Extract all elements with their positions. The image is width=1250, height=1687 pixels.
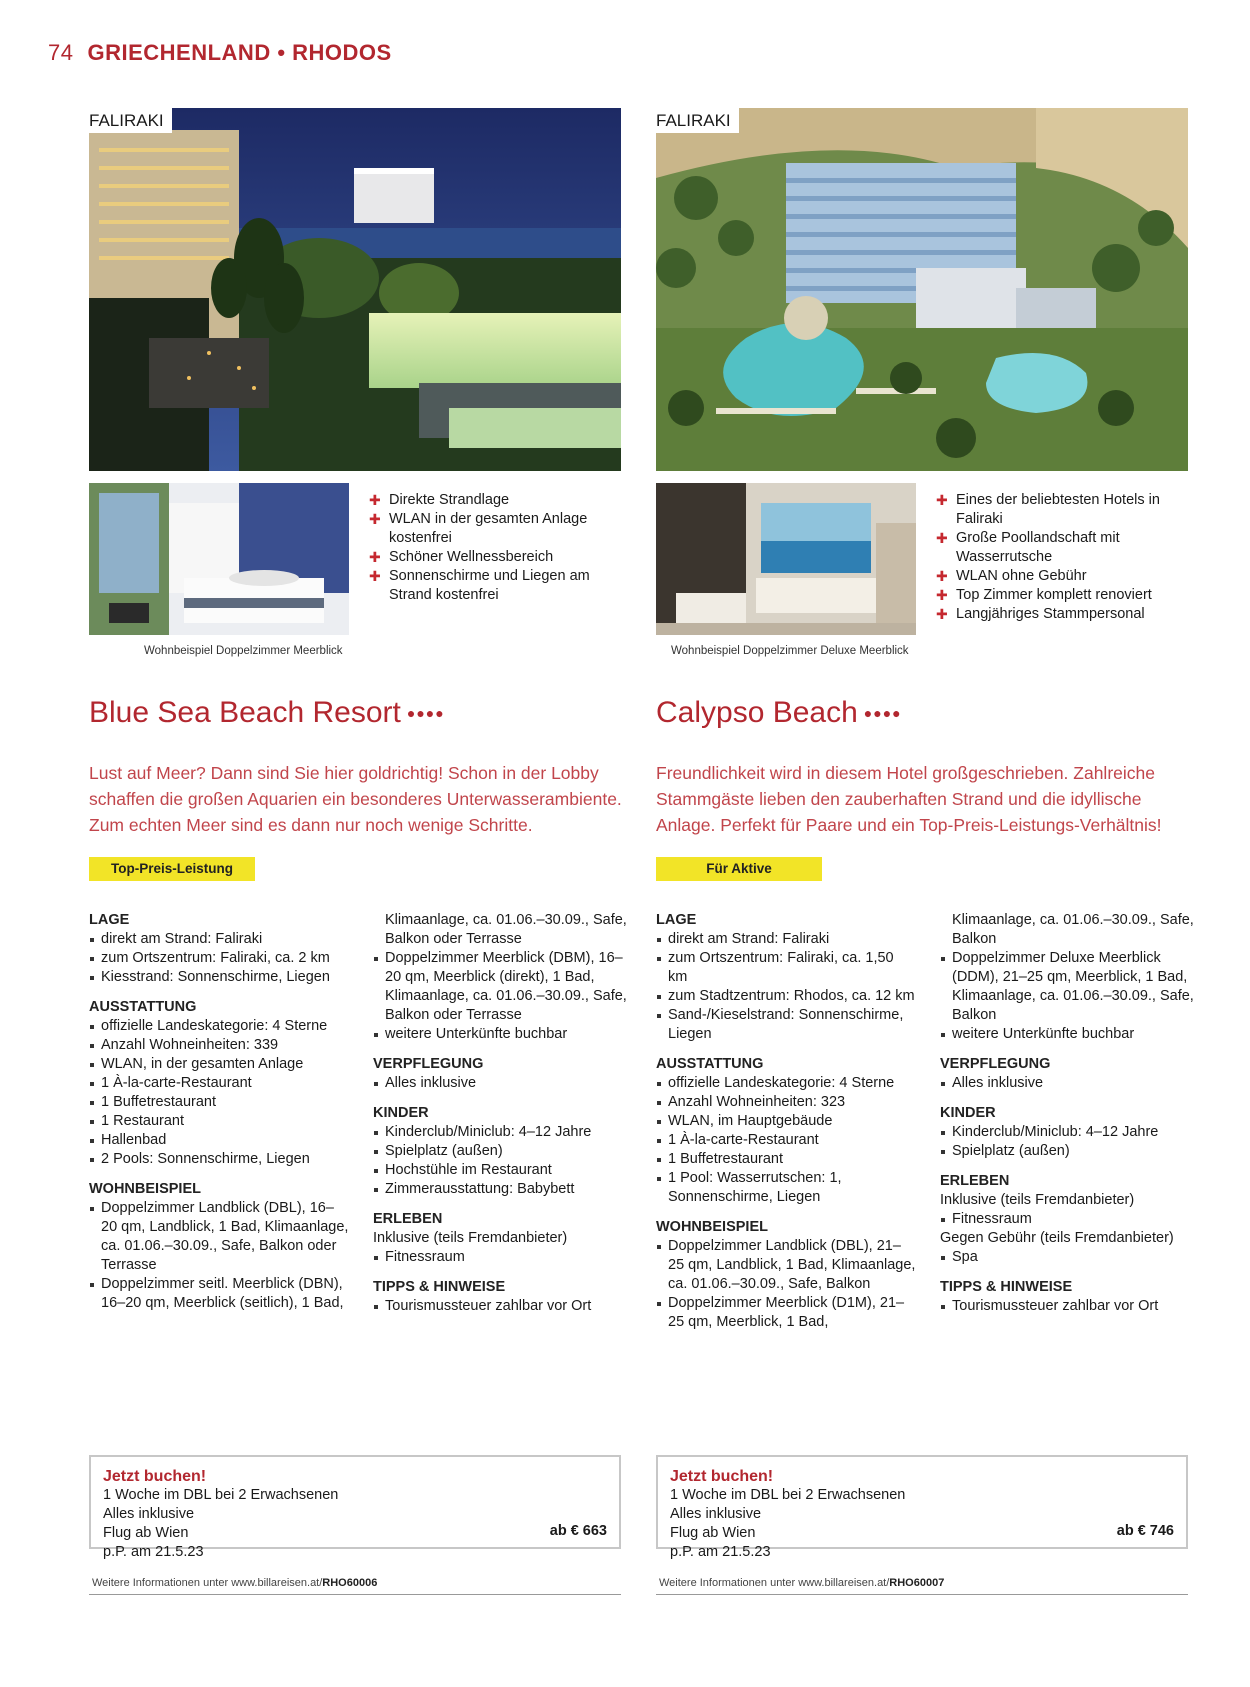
section-heading: AUSSTATTUNG: [656, 1056, 764, 1072]
section-heading: KINDER: [940, 1105, 996, 1121]
more-info-prefix: Weitere Informationen unter www.billareisen.at/: [92, 1577, 323, 1589]
section-heading: KINDER: [373, 1105, 429, 1121]
section-heading: WOHNBEISPIEL: [656, 1219, 768, 1235]
thumbnail-caption: Wohnbeispiel Doppelzimmer Meerblick: [144, 645, 343, 657]
detail-item: 1 À-la-carte-Restaurant: [89, 1074, 349, 1093]
section-verpflegung: [940, 1055, 1200, 1093]
detail-subheading: Gegen Gebühr (teils Fremdanbieter): [940, 1230, 1174, 1246]
detail-item: zum Ortszentrum: Faliraki, ca. 2 km: [89, 949, 349, 968]
section-erleben: [940, 1172, 1200, 1267]
section-wohnbeispiel-cont: [940, 911, 1200, 1044]
detail-item: Tourismussteuer zahlbar vor Ort: [373, 1297, 633, 1316]
rating-dots: ●●●●: [863, 705, 902, 721]
details-column-2: [940, 911, 1200, 1327]
detail-item: Fitnessraum: [940, 1210, 1200, 1229]
section-tipps: [373, 1278, 633, 1316]
detail-item: offizielle Landeskategorie: 4 Sterne: [89, 1017, 349, 1036]
section-wohnbeispiel: [656, 1218, 916, 1332]
page-header: [48, 40, 392, 66]
room-thumbnail: [656, 483, 916, 635]
detail-item: Alles inklusive: [373, 1074, 633, 1093]
hotel-name: [89, 696, 445, 730]
detail-item: WLAN, im Hauptgebäude: [656, 1112, 916, 1131]
detail-item: Kinderclub/Miniclub: 4–12 Jahre: [940, 1123, 1200, 1142]
detail-item: direkt am Strand: Faliraki: [89, 930, 349, 949]
details-column-2: [373, 911, 633, 1327]
thumbnail-caption: Wohnbeispiel Doppelzimmer Deluxe Meerblick: [671, 645, 909, 657]
detail-item: Kiesstrand: Sonnenschirme, Liegen: [89, 968, 349, 987]
detail-item-continued: Klimaanlage, ca. 01.06.–30.09., Safe, Balkon oder Terrasse: [385, 912, 627, 947]
more-info-prefix: Weitere Informationen unter www.billareisen.at/: [659, 1577, 890, 1589]
detail-item: 2 Pools: Sonnenschirme, Liegen: [89, 1150, 349, 1169]
section-heading: TIPPS & HINWEISE: [373, 1279, 506, 1295]
section-verpflegung: [373, 1055, 633, 1093]
hotel-intro: Freundlichkeit wird in diesem Hotel großgeschrieben. Zahlreiche Stammgäste lieben den zauberhaften Strand und die idyllische Anlage. Perfekt für Paare und ein Top-Preis-Leistungs-Verhältnis!: [656, 763, 1162, 835]
section-heading: ERLEBEN: [373, 1211, 443, 1227]
feature-item: ✚ Sonnenschirme und Liegen am Strand kostenfrei: [369, 567, 621, 605]
room-thumbnail: [89, 483, 349, 635]
highlight-badge: Für Aktive: [656, 857, 822, 881]
details-column-1: [89, 911, 349, 1324]
booking-line: 1 Woche im DBL bei 2 Erwachsenen: [103, 1487, 339, 1503]
booking-box[interactable]: [89, 1455, 621, 1560]
section-heading: WOHNBEISPIEL: [89, 1181, 201, 1197]
detail-item: weitere Unterkünfte buchbar: [373, 1025, 633, 1044]
hotel-card-blue-sea: [89, 108, 627, 1668]
detail-item: 1 À-la-carte-Restaurant: [656, 1131, 916, 1150]
section-lage: [656, 911, 916, 1044]
detail-item: Anzahl Wohneinheiten: 339: [89, 1036, 349, 1055]
booking-price: ab € 663: [549, 1523, 607, 1539]
detail-item: Hochstühle im Restaurant: [373, 1161, 633, 1180]
divider: [656, 1594, 1188, 1595]
section-heading: VERPFLEGUNG: [373, 1056, 484, 1072]
detail-item: Spielplatz (außen): [940, 1142, 1200, 1161]
detail-item: Doppelzimmer seitl. Meerblick (DBN), 16–20 qm, Meerblick (seitlich), 1 Bad,: [89, 1275, 349, 1313]
hotel-intro: Lust auf Meer? Dann sind Sie hier goldrichtig! Schon in der Lobby schaffen die großen Aquarien ein besonderes Unterwasserambiente. Zum echten Meer sind es dann nur noch wenige Schritte.: [89, 763, 622, 835]
divider: [89, 1594, 621, 1595]
section-heading: ERLEBEN: [940, 1173, 1010, 1189]
booking-line: Flug ab Wien: [103, 1525, 189, 1541]
booking-line: Alles inklusive: [103, 1506, 195, 1522]
detail-subheading: Inklusive (teils Fremdanbieter): [373, 1230, 568, 1246]
detail-item: offizielle Landeskategorie: 4 Sterne: [656, 1074, 916, 1093]
booking-line: p.P. am 21.5.23: [103, 1544, 204, 1560]
detail-item: Zimmerausstattung: Babybett: [373, 1180, 633, 1199]
detail-item: 1 Buffetrestaurant: [656, 1150, 916, 1169]
feature-item: ✚ WLAN in der gesamten Anlage kostenfrei: [369, 510, 621, 548]
highlight-badge: Top-Preis-Leistung: [89, 857, 255, 881]
feature-item: ✚ Große Poollandschaft mit Wasserrutsche: [936, 529, 1188, 567]
detail-item: WLAN, in der gesamten Anlage: [89, 1055, 349, 1074]
detail-item: Doppelzimmer Landblick (DBL), 16–20 qm, Landblick, 1 Bad, Klimaanlage, ca. 01.06.–30.09., Safe, Balkon oder Terrasse: [89, 1199, 349, 1275]
feature-item: ✚ WLAN ohne Gebühr: [936, 567, 1188, 586]
detail-item: Anzahl Wohneinheiten: 323: [656, 1093, 916, 1112]
detail-item: Spa: [940, 1248, 1200, 1267]
detail-item: Kinderclub/Miniclub: 4–12 Jahre: [373, 1123, 633, 1142]
booking-line: Alles inklusive: [670, 1506, 762, 1522]
booking-line: p.P. am 21.5.23: [670, 1544, 771, 1560]
section-tipps: [940, 1278, 1200, 1316]
detail-item: Spielplatz (außen): [373, 1142, 633, 1161]
booking-line: Flug ab Wien: [670, 1525, 756, 1541]
feature-item: ✚ Schöner Wellnessbereich: [369, 548, 621, 567]
feature-item: ✚ Eines der beliebtesten Hotels in Faliraki: [936, 491, 1188, 529]
detail-item: Sand-/Kieselstrand: Sonnenschirme, Liegen: [656, 1006, 916, 1044]
feature-item: ✚ Direkte Strandlage: [369, 491, 621, 510]
detail-subheading: Inklusive (teils Fremdanbieter): [940, 1192, 1135, 1208]
section-kinder: [373, 1104, 633, 1199]
detail-item: zum Stadtzentrum: Rhodos, ca. 12 km: [656, 987, 916, 1006]
booking-code: RHO60007: [889, 1577, 945, 1589]
detail-item: 1 Buffetrestaurant: [89, 1093, 349, 1112]
feature-item: ✚ Top Zimmer komplett renoviert: [936, 586, 1188, 605]
feature-list: [369, 491, 621, 605]
section-erleben: [373, 1210, 633, 1267]
hotel-main-photo: [656, 108, 1188, 471]
booking-code: RHO60006: [322, 1577, 378, 1589]
location-label: FALIRAKI: [89, 108, 172, 133]
detail-item: 1 Restaurant: [89, 1112, 349, 1131]
page-number: 74: [48, 40, 74, 65]
section-ausstattung: [656, 1055, 916, 1207]
details-column-1: [656, 911, 916, 1343]
section-heading: AUSSTATTUNG: [89, 999, 197, 1015]
hotel-name-text: Blue Sea Beach Resort: [89, 696, 401, 729]
more-info-link[interactable]: [659, 1577, 944, 1589]
section-wohnbeispiel-cont: [373, 911, 633, 1044]
detail-item-continued: Klimaanlage, ca. 01.06.–30.09., Safe, Balkon: [952, 912, 1194, 947]
detail-item: weitere Unterkünfte buchbar: [940, 1025, 1200, 1044]
booking-line: 1 Woche im DBL bei 2 Erwachsenen: [670, 1487, 906, 1503]
booking-box[interactable]: [656, 1455, 1188, 1560]
location-label: FALIRAKI: [656, 108, 739, 133]
detail-item: 1 Pool: Wasserrutschen: 1, Sonnenschirme, Liegen: [656, 1169, 916, 1207]
booking-title: Jetzt buchen!: [670, 1468, 774, 1485]
hotel-card-calypso: [656, 108, 1194, 1668]
section-title: GRIECHENLAND • RHODOS: [87, 40, 392, 65]
section-lage: [89, 911, 349, 987]
detail-item: zum Ortszentrum: Faliraki, ca. 1,50 km: [656, 949, 916, 987]
section-wohnbeispiel: [89, 1180, 349, 1313]
detail-item: Alles inklusive: [940, 1074, 1200, 1093]
hotel-main-photo: [89, 108, 621, 471]
detail-item: Doppelzimmer Landblick (DBL), 21–25 qm, Landblick, 1 Bad, Klimaanlage, ca. 01.06.–30.09., Safe, Balkon: [656, 1237, 916, 1294]
detail-item: Hallenbad: [89, 1131, 349, 1150]
detail-item: Tourismussteuer zahlbar vor Ort: [940, 1297, 1200, 1316]
feature-list: [936, 491, 1188, 624]
hotel-name-text: Calypso Beach: [656, 696, 858, 729]
booking-price: ab € 746: [1116, 1523, 1174, 1539]
detail-item: Fitnessraum: [373, 1248, 633, 1267]
rating-dots: ●●●●: [406, 705, 445, 721]
section-heading: TIPPS & HINWEISE: [940, 1279, 1073, 1295]
detail-item: Doppelzimmer Meerblick (D1M), 21–25 qm, Meerblick, 1 Bad,: [656, 1294, 916, 1332]
detail-item: Doppelzimmer Meerblick (DBM), 16–20 qm, Meerblick (direkt), 1 Bad, Klimaanlage, ca. 01.06.–30.09., Safe, Balkon oder Terrasse: [373, 949, 633, 1025]
detail-item: direkt am Strand: Faliraki: [656, 930, 916, 949]
section-heading: LAGE: [656, 912, 697, 928]
section-heading: LAGE: [89, 912, 130, 928]
more-info-link[interactable]: [92, 1577, 377, 1589]
section-kinder: [940, 1104, 1200, 1161]
section-ausstattung: [89, 998, 349, 1169]
hotel-name: [656, 696, 902, 730]
booking-title: Jetzt buchen!: [103, 1468, 207, 1485]
feature-item: ✚ Langjähriges Stammpersonal: [936, 605, 1188, 624]
detail-item: Doppelzimmer Deluxe Meerblick (DDM), 21–25 qm, Meerblick, 1 Bad, Klimaanlage, ca. 01.06.–30.09., Safe, Balkon: [940, 949, 1200, 1025]
section-heading: VERPFLEGUNG: [940, 1056, 1051, 1072]
